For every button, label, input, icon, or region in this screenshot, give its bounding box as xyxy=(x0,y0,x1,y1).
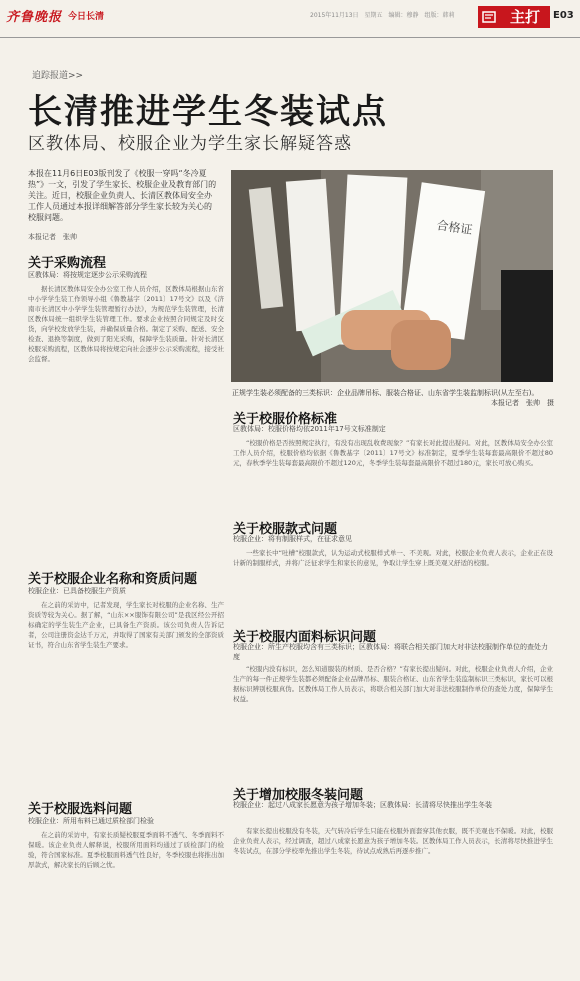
masthead xyxy=(0,0,580,38)
byline: 本报记者 张帅 xyxy=(28,233,77,241)
lead-paragraph: 本报在11月6日E03版刊发了《校服一穿吗“冬冷夏热”》一文，引发了学生家长、校服企业及教育部门的关注。近日，校服企业负责人、长清区教体局安全办工作人员通过本报详细解答部分学生家长较为关心的校服问题。 xyxy=(28,169,217,222)
news-photo xyxy=(231,170,553,382)
section-title: 关于增加校服冬装问题 xyxy=(233,788,364,803)
caption-text: 正规学生装必须配备的三类标识：企业品牌吊标、服装合格证、山东省学生装监制标识(从左至右)。 xyxy=(232,389,539,397)
section-title: 关于校服选料问题 xyxy=(28,802,133,817)
section-subtitle: 校服企业：将有制服样式，在征求意见 xyxy=(233,535,352,543)
section-body: 在之前的采访中，记者发现，学生家长对校服的企业名称、生产资质等较为关心。据了解，“山东××服饰有限公司”是我区经公开招标确定的学生装生产企业，已具备生产资质。该公司负责人告诉记者，公司注册资金达千万元，并取得了国家有关部门颁发的全部资质证书，符合山东省学生装生产要求。 xyxy=(28,601,224,649)
section-subtitle: 校服企业：起过八成家长愿意为孩子增加冬装；区教体局：长清将尽快推出学生冬装 xyxy=(233,801,492,809)
section-body: “校服价格是否按照规定执行，有没有出现乱收费现象？”有家长对此提出疑问。对此，区教体局安全办公室工作人员介绍，校服价格均依据《鲁教基字〔2011〕17号文》标准制定，夏季学生装每套最高限价不超过80元，春秋季学生装每套最高限价不超过120元，冬季学生装每套最高限价不超过180元，家长可放心购买。 xyxy=(233,439,553,467)
section-body: “校服内没有标识，怎么知道服装的材质、是否合格？”有家长提出疑问。对此，校服企业负责人介绍，企业生产的每一件正规学生装都必须配备企业品牌吊标、服装合格证、山东省学生装监制标识三类标识，家长可以根据标识辨别校服真伪。区教体局工作人员表示，将联合相关部门加大对非法校服制作单位的查处力度，保障学生权益。 xyxy=(233,665,553,703)
newspaper-logo xyxy=(6,6,66,26)
tag-text: 合格证 xyxy=(435,218,474,238)
section-body: 有家长提出校服没有冬装，天气转冷后学生只能在校服外面套穿其他衣服，既不美观也不保暖。对此，校服企业负责人表示，经过调查，超过八成家长愿意为孩子增加冬装。区教体局工作人员表示，长清将尽快推进学生冬装试点，在部分学校率先推出学生冬装，待试点成熟后再逐步推广。 xyxy=(233,827,553,855)
photo-credit: 本报记者 张帅 摄 xyxy=(491,399,554,407)
section-badge: 主打 xyxy=(500,6,550,28)
photo-caption xyxy=(232,388,554,408)
logo-text: 齐鲁晚报 xyxy=(6,10,63,25)
section-title: 关于校服内面料标识问题 xyxy=(233,630,377,645)
kicker: 追踪报道>> xyxy=(32,71,84,81)
section-subtitle: 校服企业：所用布料已通过质检部门检验 xyxy=(28,817,154,825)
section-body: 在之前的采访中，有家长质疑校服夏季面料不透气、冬季面料不保暖。该企业负责人解释说，校服所用面料均通过了质检部门的检验，符合国家标准。夏季校服面料透气性良好，冬季校服也将推出加厚款式，解决家长的后顾之忧。 xyxy=(28,831,224,869)
section-subtitle: 区教体局：将按规定逐步公示采购流程 xyxy=(28,271,147,279)
subheadline: 区教体局、校服企业为学生家长解疑答惑 xyxy=(28,134,352,154)
date-line: 2015年11月13日 星期五 编辑：穆静 组版：韩莉 xyxy=(310,12,455,19)
section-subtitle: 校服企业：已具备校服生产资质 xyxy=(28,587,126,595)
page-number: E03 xyxy=(553,10,574,21)
section-label: 今日长清 xyxy=(68,12,105,22)
headline: 长清推进学生冬装试点 xyxy=(28,92,388,132)
section-title: 关于采购流程 xyxy=(28,256,107,271)
section-title: 关于校服企业名称和资质问题 xyxy=(28,572,198,587)
section-body: 据长清区教体局安全办公室工作人员介绍，区教体局根据山东省中小学学生装工作领导小组《鲁教基字〔2011〕17号文》以及《济南市长清区中小学学生装管理暂行办法》，为规范学生装管理，长清区教体局统一组织学生装管理工作。要求企业按照合同规定及时交货，向学校发放学生装，并确保质量合格。制定了采购、配送、安全检查、退换等制度，做到了阳光采购，保障学生装质量。针对长清区校服采购流程，区教体局将按规定向社会逐步公示采购流程，接受社会监督。 xyxy=(28,285,224,363)
section-subtitle: 区教体局：校服价格均依2011年17号文标准制定 xyxy=(233,425,386,433)
newspaper-icon xyxy=(478,6,500,28)
section-title: 关于校服款式问题 xyxy=(233,522,338,537)
section-subtitle: 校服企业：所生产校服均含有三类标识；区教体局：将联合相关部门加大对非法校服制作单位的查处力度 xyxy=(233,643,548,661)
section-body: 一些家长中“吐槽”校服款式，认为运动式校服样式单一、不美观。对此，校服企业负责人表示，企业正在设计新的制服样式，并将广泛征求学生和家长的意见，争取让学生穿上既美观又舒适的校服。 xyxy=(233,549,553,567)
section-title: 关于校服价格标准 xyxy=(233,412,338,427)
